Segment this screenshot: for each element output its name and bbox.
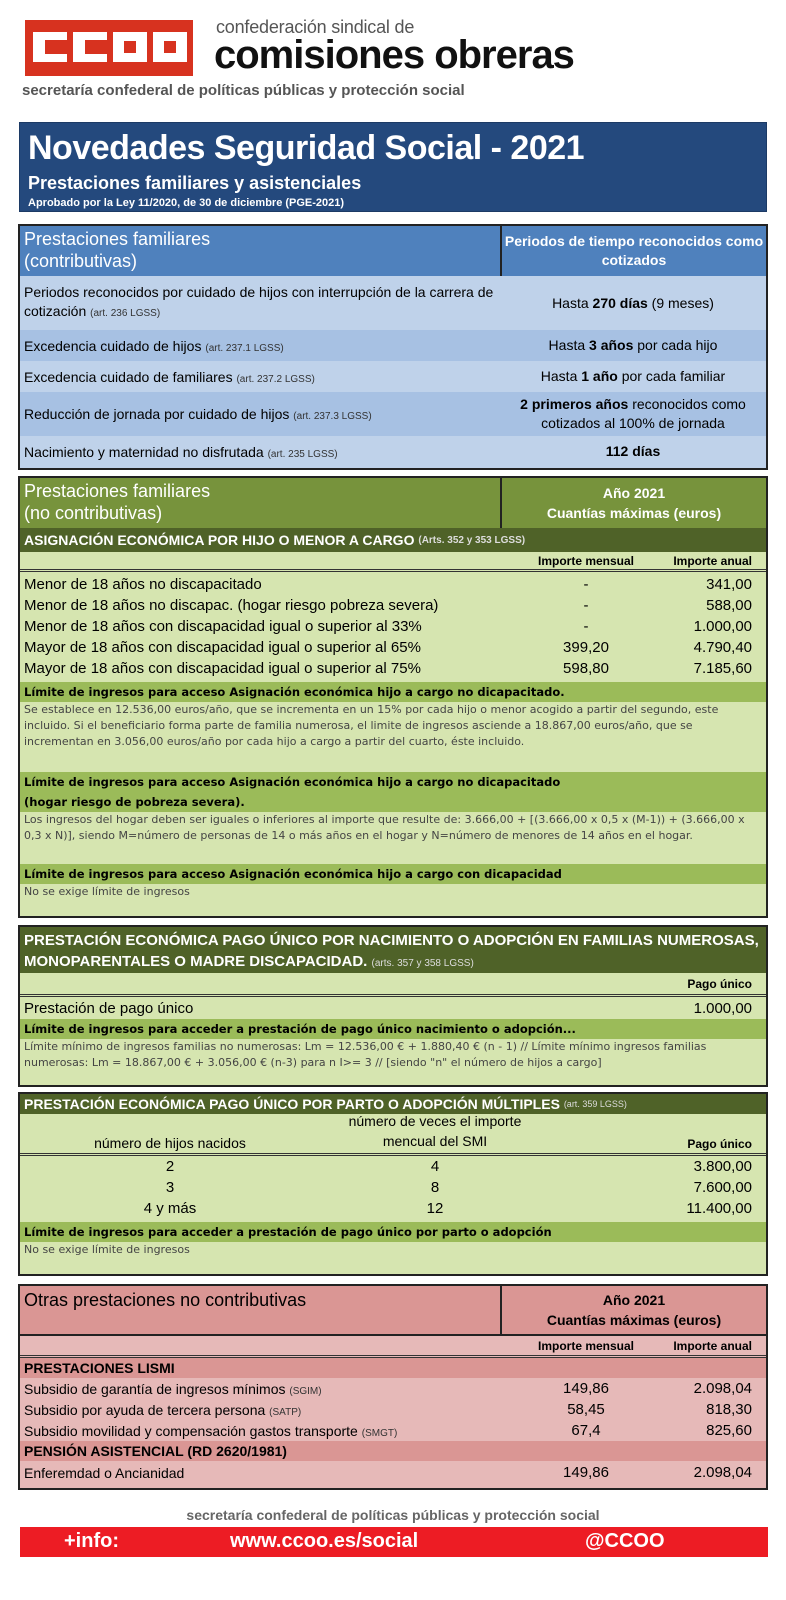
- table-row: Periodos reconocidos por cuidado de hijos con interrupción de la carrera de cotización (art. 236 LGSS) Hasta 270 días (9 meses): [24, 284, 714, 319]
- table-row: 3 8 7.600,00: [165, 1179, 752, 1196]
- section-title: Otras prestaciones no contributivas: [24, 1290, 307, 1310]
- multiples-title: PRESTACIÓN ECONÓMICA PAGO ÚNICO POR PARTO O ADOPCIÓN MÚLTIPLES (art. 359 LGSS): [20, 1094, 766, 1114]
- multiples-section: [18, 1092, 768, 1276]
- section-title: Prestaciones familiares: [24, 229, 211, 249]
- pension-title: PENSIÓN ASISTENCIAL (RD 2620/1981): [20, 1441, 766, 1461]
- ccoo-logo: [25, 20, 193, 76]
- table-row: 4 y más 12 11.400,00: [143, 1200, 752, 1217]
- otras-header: Otras prestaciones no contributivas Año 2021 Cuantías máximas (euros): [20, 1286, 766, 1334]
- limit-title-2: (hogar riesgo de pobreza severa).: [20, 792, 766, 812]
- column-headers: Importe mensual Importe anual: [20, 1334, 766, 1358]
- limit-text: No se exige límite de ingresos: [24, 885, 190, 898]
- footer-secretariat: secretaría confederal de políticas públicas y protección social: [186, 1507, 600, 1523]
- limit-title: Límite de ingresos para acceso Asignación económica hijo a cargo no dicapacitado.: [20, 682, 766, 702]
- table-row: Enferemdad o Ancianidad 149,86 2.098,04: [24, 1464, 752, 1481]
- limit-title: Límite de ingresos para acceso Asignación económica hijo a cargo no dicapacitado: [20, 772, 766, 792]
- limit-text: Los ingresos del hogar deben ser iguales o inferiores al importe que resulte de: 3.666,00 + [(3.666,00 x 0,5 x (M-1)) + (3.666,00 x 0,3 x N)], siendo M=número de personas de 14 o más años en el hogar y N=número de menores de 14 años en el hogar.: [24, 813, 745, 842]
- table-row: Mayor de 18 años con discapacidad igual o superior al 65% 399,20 4.790,40: [24, 639, 752, 656]
- table-row: 2 4 3.800,00: [165, 1158, 752, 1175]
- table-row: Mayor de 18 años con discapacidad igual o superior al 75% 598,80 7.185,60: [24, 660, 752, 677]
- twitter-link[interactable]: @CCOO: [585, 1530, 665, 1552]
- table-row: Subsidio de garantía de ingresos mínimos (SGIM) 149,86 2.098,04: [24, 1380, 752, 1397]
- page-title: Novedades Seguridad Social - 2021: [28, 129, 585, 167]
- website-link[interactable]: www.ccoo.es/social: [230, 1530, 419, 1552]
- no-contributivas-section: [18, 476, 768, 918]
- limit-title: Límite de ingresos para acceso Asignación económica hijo a cargo con dicapacidad: [20, 864, 766, 884]
- page-subtitle: Prestaciones familiares y asistenciales: [28, 173, 362, 193]
- info-label: +info:: [64, 1530, 119, 1552]
- table-row: Reducción de jornada por cuidado de hijos (art. 237.3 LGSS) 2 primeros años reconocidos como cotizados al 100% de jornada: [20, 392, 766, 436]
- no-contributivas-header: Prestaciones familiares (no contributivas) Año 2021 Cuantías máximas (euros): [20, 478, 766, 528]
- limit-title: Límite de ingresos para acceder a prestación de pago único por parto o adopción: [20, 1222, 766, 1242]
- law-note: Aprobado por la Ley 11/2020, de 30 de diciembre (PGE-2021): [28, 197, 345, 209]
- table-row: Menor de 18 años no discapacitado - 341,00: [24, 576, 752, 593]
- table-row: Nacimiento y maternidad no disfrutada (art. 235 LGSS) 112 días: [24, 443, 661, 460]
- contributivas-header: Prestaciones familiares (contributivas) Periodos de tiempo reconocidos como cotizados: [20, 226, 766, 276]
- table-row: Menor de 18 años con discapacidad igual o superior al 33% - 1.000,00: [24, 618, 752, 635]
- limit-text: Límite mínimo de ingresos familias no numerosas: Lm = 12.536,00 € + 1.880,40 € (n - 1) // Límite mínimo ingresos familias numerosas: Lm = 18.867,00 € + 3.056,00 € (n-3) para n I>= 3 // [siendo "n" el número de hijos a cargo]: [24, 1040, 707, 1069]
- lismi-title: PRESTACIONES LISMI: [20, 1358, 766, 1378]
- organization-name: comisiones obreras: [214, 33, 574, 77]
- table-row: Subsidio por ayuda de tercera persona (SATP) 58,45 818,30: [24, 1401, 752, 1418]
- limit-title: Límite de ingresos para acceder a prestación de pago único nacimiento o adopción...: [20, 1019, 766, 1039]
- table-row: Subsidio movilidad y compensación gastos transporte (SMGT) 67,4 825,60: [24, 1422, 752, 1439]
- pago-unico-section: [18, 925, 768, 1087]
- contributivas-section: [18, 224, 768, 470]
- column-header: Periodos de tiempo reconocidos como cotizados: [500, 226, 766, 276]
- column-headers: Importe mensual Importe anual: [20, 552, 766, 572]
- pago-unico-title: PRESTACIÓN ECONÓMICA PAGO ÚNICO POR NACIMIENTO O ADOPCIÓN EN FAMILIAS NUMEROSAS, MONOPARENTALES O MADRE DISCAPACIDAD. (arts. 357 y 358 LGSS): [20, 927, 766, 973]
- header: [0, 0, 786, 110]
- column-headers: Pago único: [20, 973, 766, 997]
- confederation-label: confederación sindical de: [216, 17, 415, 37]
- table-row: Menor de 18 años no discapac. (hogar riesgo pobreza severa) - 588,00: [24, 597, 752, 614]
- secretariat-label: secretaría confederal de políticas públicas y protección social: [22, 82, 465, 99]
- column-headers: número de hijos nacidos número de veces el importe mencual del SMI Pago único: [20, 1114, 766, 1156]
- limit-text: No se exige límite de ingresos: [24, 1243, 190, 1256]
- table-row: Excedencia cuidado de hijos (art. 237.1 LGSS) Hasta 3 años por cada hijo: [20, 330, 766, 361]
- title-banner: [19, 122, 767, 212]
- limit-text: Se establece en 12.536,00 euros/año, que se incrementa en un 15% por cada hijo o menor acogido a partir del segundo, este incluido. Si el beneficiario forma parte de familia numerosa, el limite de ingresos asciende a 18.867,00 euros/año, que se incrementan en 3.056,00 euros/año por cada hijo a cargo a partir del cuarto, éste incluido.: [24, 703, 719, 748]
- asignacion-title: ASIGNACIÓN ECONÓMICA POR HIJO O MENOR A CARGO (Arts. 352 y 353 LGSS): [20, 528, 766, 552]
- otras-section: [18, 1284, 768, 1490]
- section-title: Prestaciones familiares: [24, 481, 211, 501]
- table-row: Excedencia cuidado de familiares (art. 237.2 LGSS) Hasta 1 año por cada familiar: [24, 368, 726, 385]
- footer-bar: [20, 1527, 768, 1557]
- table-row: Prestación de pago único 1.000,00: [24, 999, 752, 1017]
